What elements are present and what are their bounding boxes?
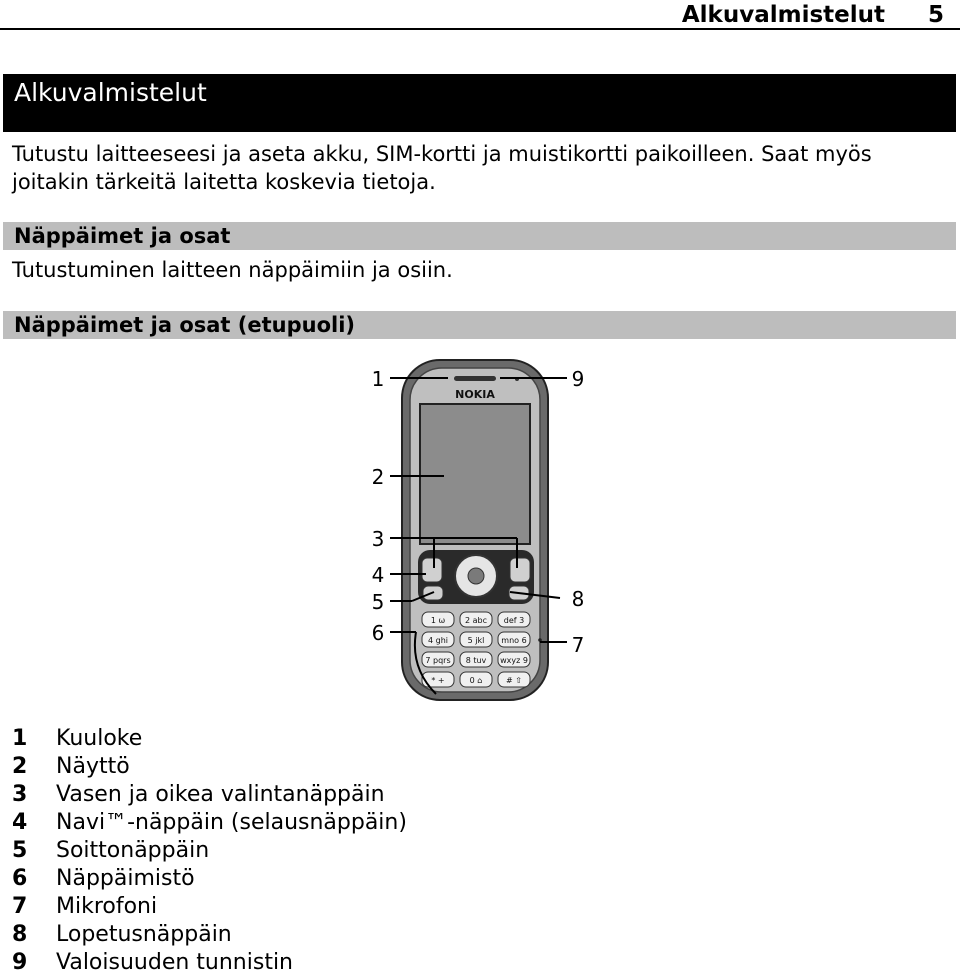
callout-number: 5 (371, 590, 385, 614)
callout-number: 6 (371, 621, 385, 645)
callout-number: 3 (371, 527, 385, 551)
keypad-key-label: * + (431, 676, 445, 685)
keypad-key-label: def 3 (503, 616, 525, 625)
parts-list (12, 725, 407, 977)
part-number: 3 (12, 782, 28, 807)
part-number: 2 (12, 754, 28, 779)
keypad-key-label: wxyz 9 (500, 656, 528, 665)
section-title: Näppäimet ja osat (14, 224, 231, 248)
part-label: Mikrofoni (56, 894, 158, 919)
subsection-title: Näppäimet ja osat (etupuoli) (14, 313, 356, 337)
keypad-key-label: 7 pqrs (425, 656, 451, 665)
keypad-key (498, 632, 530, 647)
callout-number: 1 (371, 367, 385, 391)
part-number: 1 (12, 726, 28, 751)
section-text: Tutustuminen laitteen näppäimiin ja osiin. (12, 258, 453, 282)
running-title: Alkuvalmistelut (681, 2, 885, 28)
part-label: Navi™-näppäin (selausnäppäin) (56, 810, 407, 835)
part-label: Valoisuuden tunnistin (56, 950, 294, 975)
keypad-key-label: 1 ω (430, 616, 446, 625)
callout-number: 7 (571, 633, 585, 657)
keypad-key (498, 652, 530, 667)
keypad-key (498, 672, 530, 687)
part-number: 8 (12, 922, 28, 947)
keypad-key (460, 632, 492, 647)
part-label: Lopetusnäppäin (56, 922, 232, 947)
part-label: Näyttö (56, 754, 130, 779)
chapter-heading-bar (3, 74, 956, 132)
parts-list-item (12, 921, 407, 949)
chapter-title: Alkuvalmistelut (14, 78, 207, 107)
keypad-key (422, 652, 454, 667)
page-number: 5 (927, 2, 944, 28)
keypad-key (498, 612, 530, 627)
phone-illustration (360, 358, 610, 703)
part-label: Näppäimistö (56, 866, 195, 891)
parts-list-item (12, 893, 407, 921)
part-number: 4 (12, 810, 28, 835)
running-header (0, 0, 960, 30)
display (420, 404, 530, 544)
parts-list-item (12, 809, 407, 837)
keypad-key-label: mno 6 (501, 636, 527, 645)
keypad-key-label: # ⇧ (506, 676, 522, 685)
callout-number: 2 (371, 465, 385, 489)
keypad-key-label: 0 ⌂ (469, 676, 483, 685)
chapter-intro: Tutustu laitteeseesi ja aseta akku, SIM-kortti ja muistikortti paikoilleen. Saat myös joitakin tärkeitä laitetta koskevia tietoja. (12, 142, 872, 194)
parts-list-item (12, 865, 407, 893)
keypad-key (422, 632, 454, 647)
callout-number: 8 (571, 587, 585, 611)
keypad-key (460, 612, 492, 627)
parts-list-item (12, 949, 407, 977)
section-heading-bar (3, 222, 956, 250)
right-selection-key (510, 558, 530, 582)
navi-key-center (468, 568, 484, 584)
part-number: 5 (12, 838, 28, 863)
left-selection-key (422, 558, 442, 582)
phone-figure (360, 358, 610, 703)
keypad-key-label: 2 abc (464, 616, 488, 625)
part-number: 7 (12, 894, 28, 919)
callout-number: 9 (571, 367, 585, 391)
keypad-key-label: 4 ghi (427, 636, 449, 645)
part-label: Kuuloke (56, 726, 143, 751)
parts-list-item (12, 781, 407, 809)
keypad-key-label: 8 tuv (465, 656, 487, 665)
parts-list-item (12, 837, 407, 865)
brand-logo: NOKIA (455, 388, 495, 401)
callout-number: 4 (371, 563, 385, 587)
part-label: Vasen ja oikea valintanäppäin (56, 782, 385, 807)
subsection-heading-bar (3, 311, 956, 339)
keypad-key (460, 652, 492, 667)
part-number: 6 (12, 866, 28, 891)
keypad-key (422, 612, 454, 627)
part-number: 9 (12, 950, 28, 975)
parts-list-item (12, 753, 407, 781)
earpiece (454, 376, 496, 381)
keypad-key (460, 672, 492, 687)
part-label: Soittonäppäin (56, 838, 210, 863)
keypad-key-label: 5 jkl (467, 636, 485, 645)
parts-list-item (12, 725, 407, 753)
